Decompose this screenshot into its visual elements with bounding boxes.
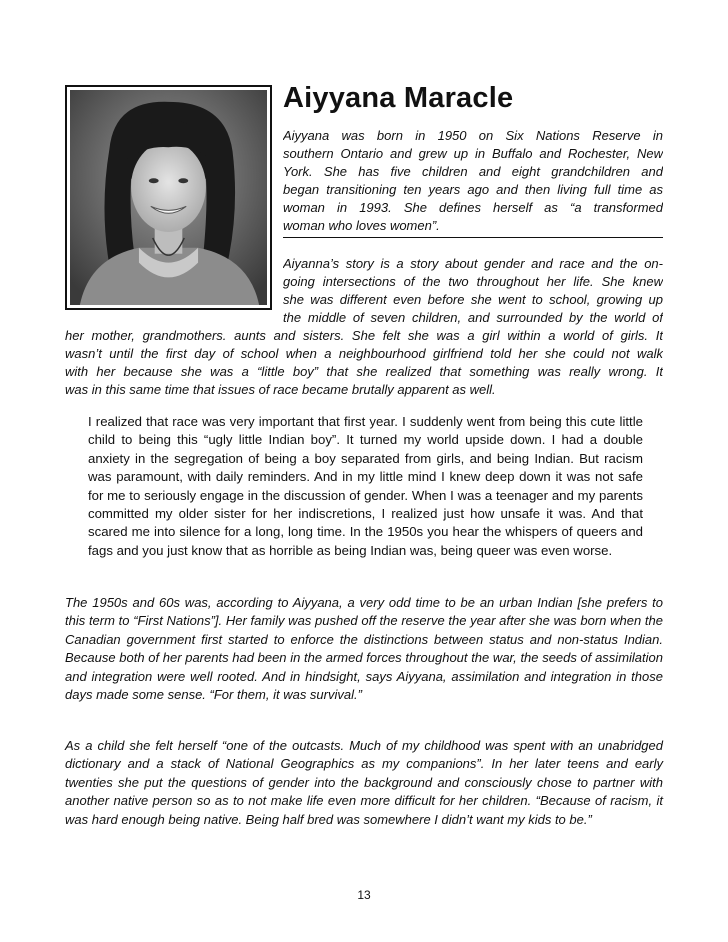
story-line: wasn’t until the first day of school when a neighbourhood girlfriend told her she could not walk: [65, 346, 663, 361]
story-line: with her because she was a “little boy” that she realized that something was really wrong. It: [65, 364, 663, 379]
block-quote: I realized that race was very important that first year. I suddenly went from being this cute little child to being this “ugly little Indian boy”. It turned my world upside down. I had a double anxiety in the segregation of being a boy separated from girls, and being Indian. But racism was paramount, with daily reminders. And in my little mind I knew deep down it was not safe for me to seriously engage in the discussion of gender. When I was a teenager and my parents committed my older sister for her indiscretions, I realized just how unsafe it was. And that scared me into silence for a long, long time. In the 1950s you hear the whispers of queers and fags and you just know that as horrible as being Indian was, being queer was even worse.: [88, 414, 643, 558]
intro-line: York. She has five children and eight grandchildren and: [283, 164, 663, 179]
intro-line: Aiyyana was born in 1950 on Six Nations Reserve in: [283, 128, 663, 143]
intro-paragraph: [283, 127, 663, 235]
story-line: the middle of seven children, and surrounded by the world of: [283, 310, 663, 325]
page-number: 13: [357, 888, 371, 902]
intro-divider: [283, 237, 663, 238]
story-line: going intersections of the two throughout her life. She knew: [283, 274, 663, 289]
story-paragraph-full: [65, 327, 663, 399]
story-line: was in this same time that issues of race became brutally apparent as well.: [65, 382, 496, 397]
story-paragraph-wrapped: [283, 255, 663, 327]
intro-line: southern Ontario and grew up in Buffalo and Rochester, New: [283, 146, 663, 161]
body-paragraph-1: The 1950s and 60s was, according to Aiyyana, a very odd time to be an urban Indian [she prefers to this term to “First Nations”]. Her family was pushed off the reserve the year after she was born when the Canadian government first started to enforce the distinctions between status and non-status Indian. Because both of her parents had been in the armed forces throughout the war, the seeds of assimilation and integration were well rooted. And in hindsight, says Aiyyana, assimilation and integration in those days made some sense. “For them, it was survival.”: [65, 595, 663, 703]
portrait-photo-frame: [65, 85, 272, 310]
body-paragraph-2: As a child she felt herself “one of the outcasts. Much of my childhood was spent with an unabridged dictionary and a stack of National Geographics as my companions”. In her later teens and early twenties she put the questions of gender into the background and consciously chose to partner with another native person so as to not make life even more difficult for her children. “Because of racism, it was hard enough being native. Being half bred was somewhere I didn’t want my kids to be.”: [65, 738, 663, 827]
story-line: Aiyanna’s story is a story about gender and race and the on-: [283, 256, 663, 271]
story-line: she was different even before she went to school, growing up: [283, 292, 663, 307]
story-line: her mother, grandmothers. aunts and sisters. She felt she was a girl within a world of girls. It: [65, 328, 663, 343]
article-title: Aiyyana Maracle: [283, 82, 514, 114]
intro-line: woman who loves women”.: [283, 218, 440, 233]
intro-line: began transitioning ten years ago and then living full time as: [283, 182, 663, 197]
intro-line: woman in 1993. She defines herself as “a transformed: [283, 200, 663, 215]
portrait-photo: [70, 90, 267, 305]
